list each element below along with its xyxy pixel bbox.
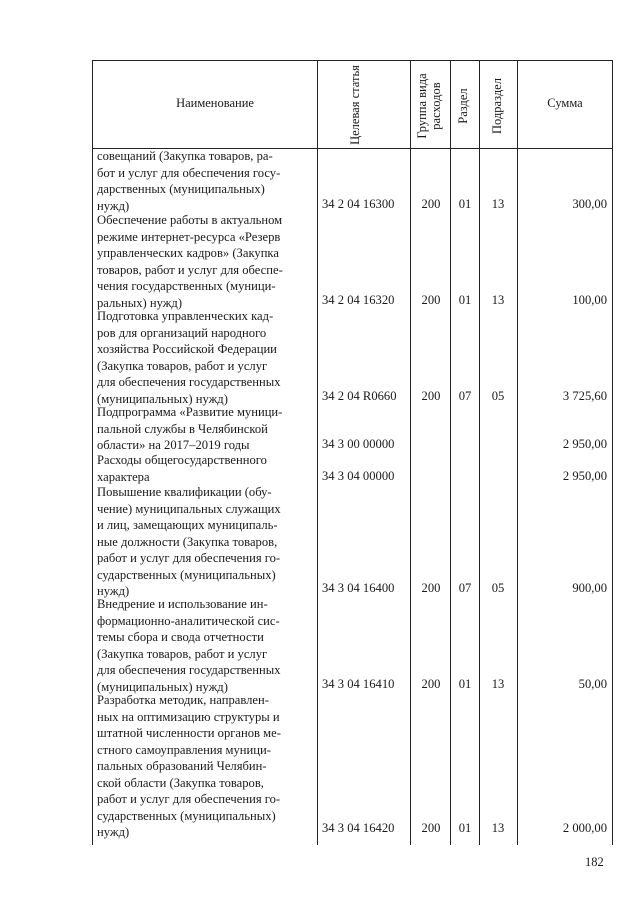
header-subsection: Подраздел bbox=[490, 78, 504, 134]
row-1-amount: 300,00 bbox=[572, 197, 607, 211]
col-border-subsection bbox=[517, 60, 518, 845]
row-7-group: 200 bbox=[421, 677, 441, 691]
col-border-right bbox=[612, 60, 613, 845]
col-border-name bbox=[317, 60, 318, 845]
row-1-section: 01 bbox=[458, 197, 472, 211]
row-3-description: Подготовка управленческих кад- ров для организаций народного хозяйства Российской Федерации (Закупка товаров, работ и услуг для обеспечения государственных (муниципальных) нужд) bbox=[97, 309, 281, 406]
row-8-group: 200 bbox=[421, 821, 441, 835]
row-1-code: 34 2 04 16300 bbox=[322, 197, 395, 211]
row-6-amount: 900,00 bbox=[572, 581, 607, 595]
row-7-subsection: 13 bbox=[491, 677, 505, 691]
row-7-amount: 50,00 bbox=[578, 677, 607, 691]
col-border-left bbox=[92, 60, 93, 845]
row-3-amount: 3 725,60 bbox=[562, 389, 607, 403]
row-5-description: Расходы общегосударственного характера bbox=[97, 453, 267, 484]
row-4-code: 34 3 00 00000 bbox=[322, 437, 395, 451]
row-5-amount: 2 950,00 bbox=[562, 469, 607, 483]
row-3-code: 34 2 04 R0660 bbox=[322, 389, 397, 403]
row-8-description: Разработка методик, направлен- ных на оптимизацию структуры и штатной численности органов ме- стного самоуправления муници- пальных образований Челябин- ской области (Закупка товаров, работ и услуг для обеспечения го- сударственных (муниципальных) нужд) bbox=[97, 693, 281, 839]
row-6-section: 07 bbox=[458, 581, 472, 595]
row-7-description: Внедрение и использование ин- формационно-аналитической сис- темы сбора и свода отчетности (Закупка товаров, работ и услуг для обеспечения государственных (муниципальных) нужд) bbox=[97, 597, 281, 694]
row-8-section: 01 bbox=[458, 821, 472, 835]
header-target-article: Целевая статья bbox=[348, 65, 362, 145]
row-8-code: 34 3 04 16420 bbox=[322, 821, 395, 835]
row-2-description: Обеспечение работы в актуальном режиме интернет-ресурса «Резерв управленческих кадров» (Закупка товаров, работ и услуг для обеспе- чения государственных (муници- pальных) нужд) bbox=[97, 213, 283, 310]
row-3-subsection: 05 bbox=[491, 389, 505, 403]
row-2-subsection: 13 bbox=[491, 293, 505, 307]
col-border-section bbox=[479, 60, 480, 845]
row-1-description: совещаний (Закупка товаров, ра- бот и услуг для обеспечения госу- дарственных (муниципальных) нужд) bbox=[97, 149, 281, 213]
row-6-group: 200 bbox=[421, 581, 441, 595]
row-6-description: Повышение квалификации (обу- чение) муниципальных служащих и лиц, замещающих муниципаль- ные должности (Закупка товаров, работ и услуг для обеспечения го- сударственных (муниципальных) нужд) bbox=[97, 485, 281, 598]
row-7-section: 01 bbox=[458, 677, 472, 691]
row-8-subsection: 13 bbox=[491, 821, 505, 835]
page-number: 182 bbox=[585, 855, 604, 869]
row-6-subsection: 05 bbox=[491, 581, 505, 595]
header-amount: Сумма bbox=[547, 96, 583, 110]
header-name: Наименование bbox=[176, 96, 254, 110]
col-border-code bbox=[410, 60, 411, 845]
row-2-amount: 100,00 bbox=[572, 293, 607, 307]
header-expense-group: Группа вида расходов bbox=[415, 73, 443, 139]
row-5-code: 34 3 04 00000 bbox=[322, 469, 395, 483]
row-6-code: 34 3 04 16400 bbox=[322, 581, 395, 595]
row-2-code: 34 2 04 16320 bbox=[322, 293, 395, 307]
row-2-section: 01 bbox=[458, 293, 472, 307]
row-1-subsection: 13 bbox=[491, 197, 505, 211]
row-3-group: 200 bbox=[421, 389, 441, 403]
row-3-section: 07 bbox=[458, 389, 472, 403]
row-8-amount: 2 000,00 bbox=[562, 821, 607, 835]
col-border-group bbox=[450, 60, 451, 845]
row-7-code: 34 3 04 16410 bbox=[322, 677, 395, 691]
row-4-amount: 2 950,00 bbox=[562, 437, 607, 451]
row-2-group: 200 bbox=[421, 293, 441, 307]
row-1-group: 200 bbox=[421, 197, 441, 211]
row-4-description: Подпрограмма «Развитие муници- пальной службы в Челябинской области» на 2017–2019 годы bbox=[97, 405, 283, 452]
header-section: Раздел bbox=[456, 88, 470, 124]
